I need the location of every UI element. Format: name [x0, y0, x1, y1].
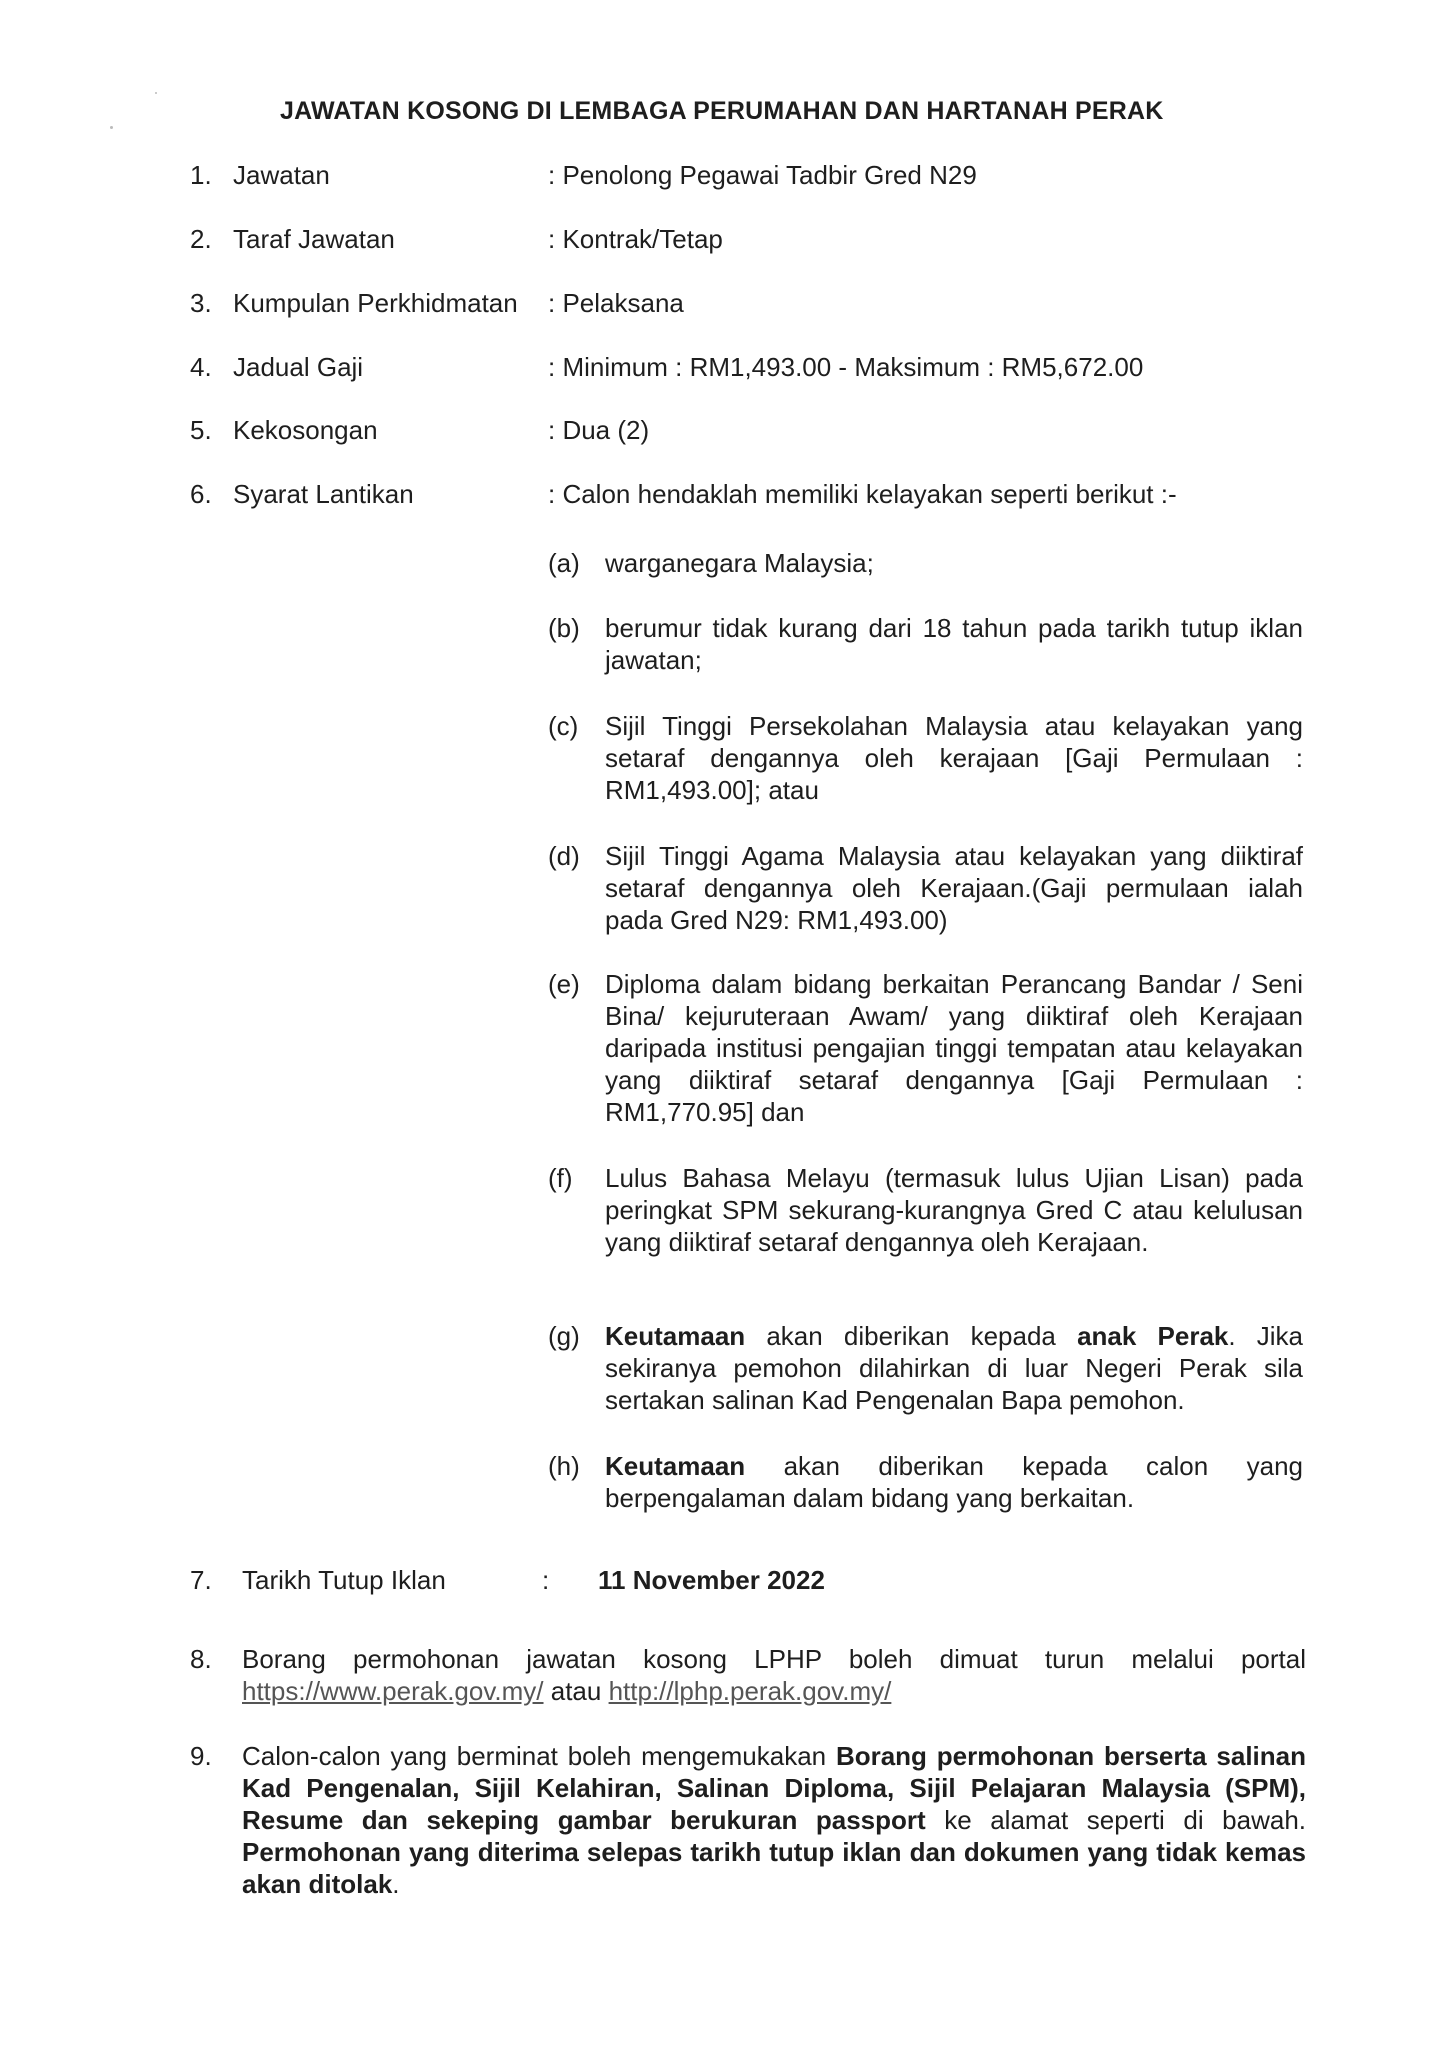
requirement-marker: (a): [548, 548, 580, 578]
field-number: 6.: [190, 479, 212, 509]
requirement-marker: (e): [548, 969, 580, 999]
item-number: 8.: [190, 1644, 212, 1674]
requirement-text: [605, 1320, 1303, 1416]
plain-text: .: [392, 1869, 400, 1899]
requirement-text: berumur tidak kurang dari 18 tahun pada tarikh tutup iklan jawatan;: [605, 613, 1303, 675]
scan-speck: [110, 126, 113, 129]
requirement-text: Sijil Tinggi Agama Malaysia atau kelayakan yang diiktiraf setaraf dengannya oleh Kerajaan.(Gaji permulaan ialah pada Gred N29: RM1,493.00): [605, 841, 1303, 935]
download-note: [190, 1643, 1306, 1707]
requirement-marker: (h): [548, 1451, 580, 1481]
application-text: [242, 1740, 1306, 1900]
requirement-item: [548, 1162, 1303, 1258]
requirement-item: [548, 1450, 1303, 1514]
item-number: 9.: [190, 1741, 212, 1771]
requirement-item: [548, 547, 1303, 579]
download-text: [242, 1643, 1306, 1707]
requirement-marker: (f): [548, 1163, 573, 1193]
requirement-text: warganegara Malaysia;: [605, 548, 874, 578]
field-number: 3.: [190, 288, 212, 318]
field-label: Jawatan: [233, 160, 330, 190]
field-value: : Penolong Pegawai Tadbir Gred N29: [548, 160, 977, 190]
plain-text: Calon-calon yang berminat boleh mengemukakan: [242, 1741, 836, 1771]
field-label: Tarikh Tutup Iklan: [242, 1565, 446, 1595]
emphasis-text: Permohonan yang diterima selepas tarikh tutup iklan dan dokumen yang tidak kemas akan ditolak: [242, 1837, 1306, 1899]
requirement-text: Lulus Bahasa Melayu (termasuk lulus Ujian Lisan) pada peringkat SPM sekurang-kurangnya Gred C atau kelulusan yang diiktiraf setaraf dengannya oleh Kerajaan.: [605, 1163, 1303, 1257]
scan-speck: [155, 92, 157, 94]
field-value: : Minimum : RM1,493.00 - Maksimum : RM5,672.00: [548, 352, 1144, 382]
closing-date: 11 November 2022: [598, 1565, 825, 1595]
requirement-marker: (g): [548, 1321, 580, 1351]
requirement-text: Diploma dalam bidang berkaitan Perancang Bandar / Seni Bina/ kejuruteraan Awam/ yang diiktiraf oleh Kerajaan daripada institusi pengajian tinggi tempatan atau kelayakan yang diiktiraf setaraf dengannya [Gaji Permulaan : RM1,770.95] dan: [605, 969, 1303, 1127]
emphasis-text: Borang permohonan berserta salinan Kad Pengenalan, Sijil Kelahiran, Salinan Diploma, Sijil Pelajaran Malaysia (SPM), Resume dan sekeping gambar berukuran passport: [242, 1741, 1307, 1835]
field-label: Kumpulan Perkhidmatan: [233, 288, 518, 318]
field-number: 4.: [190, 352, 212, 382]
field-label: Taraf Jawatan: [233, 224, 395, 254]
plain-text: . Jika sekiranya pemohon dilahirkan di luar Negeri Perak sila sertakan salinan Kad Pengenalan Bapa pemohon.: [605, 1321, 1303, 1415]
plain-text: akan diberikan kepada: [745, 1321, 1078, 1351]
plain-text: akan diberikan kepada calon yang berpengalaman dalam bidang yang berkaitan.: [605, 1451, 1303, 1513]
requirement-text: Sijil Tinggi Persekolahan Malaysia atau kelayakan yang setaraf dengannya oleh kerajaan [Gaji Permulaan : RM1,493.00]; atau: [605, 711, 1303, 805]
portal-link-lphp[interactable]: http://lphp.perak.gov.my/: [608, 1676, 892, 1706]
field-value: : Pelaksana: [548, 288, 684, 318]
emphasis-text: Keutamaan: [605, 1321, 746, 1351]
document-title: JAWATAN KOSONG DI LEMBAGA PERUMAHAN DAN HARTANAH PERAK: [280, 97, 1164, 125]
field-colon: :: [542, 1565, 550, 1595]
field-number: 7.: [190, 1565, 212, 1595]
emphasis-text: anak Perak: [1077, 1321, 1229, 1351]
field-number: 5.: [190, 415, 212, 445]
requirement-item: [548, 1320, 1303, 1416]
requirement-item: [548, 840, 1303, 936]
emphasis-text: Keutamaan: [605, 1451, 746, 1481]
portal-link-perak[interactable]: https://www.perak.gov.my/: [242, 1676, 544, 1706]
requirement-marker: (c): [548, 711, 579, 741]
requirement-marker: (b): [548, 613, 580, 643]
application-note: [190, 1740, 1306, 1900]
requirement-item: [548, 612, 1303, 676]
requirement-item: [548, 968, 1303, 1128]
field-number: 1.: [190, 160, 212, 190]
field-label: Jadual Gaji: [233, 352, 364, 382]
plain-text: Borang permohonan jawatan kosong LPHP boleh dimuat turun melalui portal: [242, 1644, 1306, 1674]
plain-text: ke alamat seperti di bawah.: [925, 1805, 1306, 1835]
field-value: : Dua (2): [548, 415, 650, 445]
plain-text: atau: [543, 1676, 609, 1706]
field-label: Syarat Lantikan: [233, 479, 414, 509]
field-number: 2.: [190, 224, 212, 254]
field-value: : Calon hendaklah memiliki kelayakan seperti berikut :-: [548, 479, 1177, 509]
requirement-item: [548, 710, 1303, 806]
field-value: : Kontrak/Tetap: [548, 224, 723, 254]
field-label: Kekosongan: [233, 415, 378, 445]
requirement-text: [605, 1450, 1303, 1514]
requirement-marker: (d): [548, 841, 580, 871]
